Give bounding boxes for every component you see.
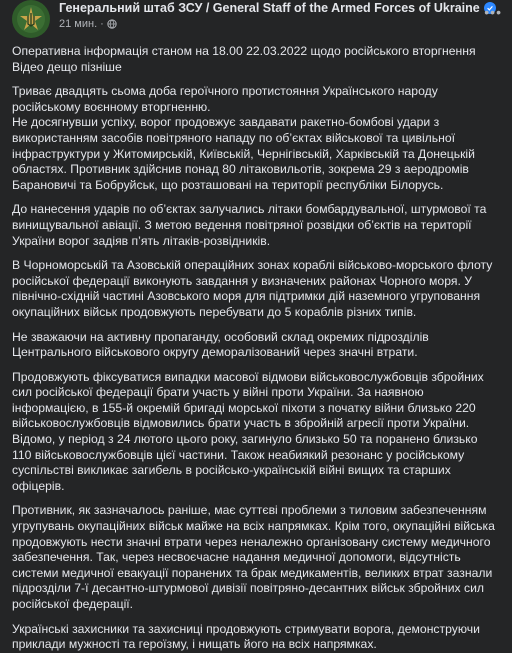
post-meta	[59, 18, 496, 30]
page-avatar[interactable]	[12, 0, 50, 38]
post-paragraph: До нанесення ударів по об’єктах залучались літаки бомбардувальної, штурмової та винищувальної авіації. З метою ведення повітряної розвідки об’єктів на території України ворог задіяв п’ять літаків-розвідників.	[12, 202, 487, 248]
post-paragraph: Продовжують фіксуватися випадки масової відмови військовослужбовців збройних сил російської федерації брати участь у війні проти України. За наявною інформацією, в 155-й окремій бригаді морської піхоти з початку війни близько 220 військовослужбовців відмовились брати участь в збройній агресії проти України. Вiдомо, у період з 24 лютого цього року, загинуло близько 50 та поранено близько 110 військовослужбовців цієї частини. Також неабиякий резонанс у російському суспільстві викликає загибель в російсько-українській війні вищих та старших офіцерів.	[12, 369, 484, 493]
meta-separator: ·	[100, 18, 104, 30]
post-paragraph: Противник, як зазначалось раніше, має суттєві проблеми з тиловим забезпеченням угрупувань окупаційних військ майже на всіх напрямках. Крім того, окупаційні війська продовжують нести значні втрати через неналежно організовану систему медичного забезпечення. Так, через несвоєчасне надання медичної допомоги, відсутність системи медичної евакуації поранених та брак медикаментів, великих втрат зазнали підрозділи 7-ї десантно-штурмової дивізії повітряно-десантних військ збройних сил російської федерації.	[12, 503, 495, 611]
post-body	[12, 44, 500, 653]
post-paragraph: В Чорноморській та Азовській операційних зонах кораблі військово-морського флоту російської федерації виконують завдання у визначених районах Чорного моря. У північно-східній частині Азовського моря для підтримки дій наземного угруповання окупаційних військ продовжують перебувати до 5 кораблів різних типів.	[12, 258, 493, 319]
post-paragraph: Не зважаючи на активну пропаганду, особовий склад окремих підрозділів Центрального військового округу деморалізований через значні втрати.	[12, 329, 429, 360]
globe-icon[interactable]	[107, 19, 117, 29]
more-options-icon[interactable]: •••	[484, 4, 502, 20]
post-paragraph: Відео дещо пізніше	[12, 59, 122, 74]
post-header	[12, 0, 500, 44]
post-timestamp[interactable]: 21 мин.	[59, 18, 98, 30]
post-paragraph: Українські захисники та захисниці продовжують стримувати ворога, демонструючи приклади мужності та героїзму, і нищать його на всіх напрямках.	[12, 621, 480, 652]
post-header-text	[59, 1, 496, 30]
post-paragraph: Оперативна інформація станом на 18.00 22.03.2022 щодо російського вторгнення	[12, 44, 476, 58]
page-name-link[interactable]: Генеральний штаб ЗСУ / General Staff of the Armed Forces of Ukraine	[59, 1, 480, 15]
post-paragraph: Не досягнувши успіху, ворог продовжує завдавати ракетно-бомбові удари з використанням засобів повітряного нападу по об’єктах військової та цивільної інфраструктури у Житомирській, Київській, Чернігівській, Харківській та Донецькій областях. Противник здійснив понад 80 літаковильотів, зокрема 29 з аеродромів Барановичі та Бобруйськ, що розташовані на території республіки Білорусь.	[12, 115, 475, 192]
post-paragraph: Триває двадцять сьома доба героїчного протистояння Українського народу російському воєнному вторгненню.	[12, 84, 438, 114]
ukraine-armed-forces-emblem-icon	[16, 4, 46, 34]
page-name-row	[59, 1, 496, 15]
